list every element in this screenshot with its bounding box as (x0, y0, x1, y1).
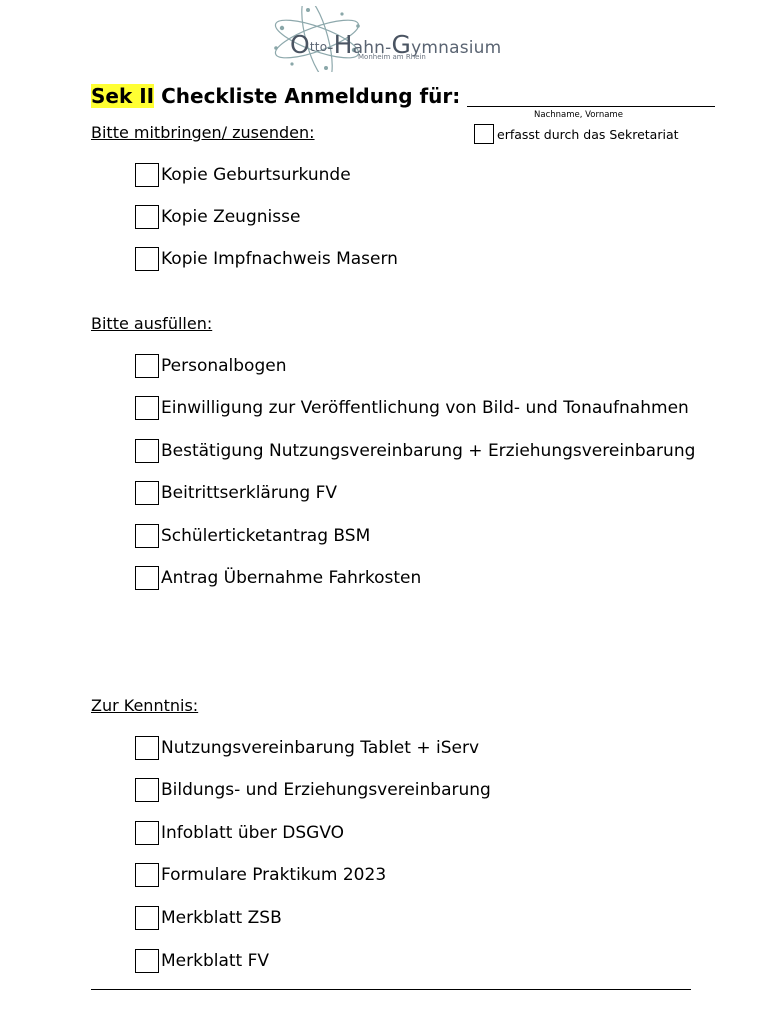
checklist-item-label: Bestätigung Nutzungsvereinbarung + Erziehungsvereinbarung (161, 441, 696, 461)
checklist-item-label: Merkblatt ZSB (161, 908, 282, 928)
secretariat-label: erfasst durch das Sekretariat (497, 126, 679, 142)
checklist-item[interactable] (135, 778, 491, 802)
checklist-item-label: Beitrittserklärung FV (161, 483, 337, 503)
checklist-item[interactable] (135, 949, 269, 973)
checklist-item[interactable] (135, 163, 351, 187)
section-heading-notice: Zur Kenntnis: (91, 696, 199, 715)
school-logo (262, 6, 502, 72)
secretariat-checkbox[interactable] (474, 124, 494, 144)
checklist-item[interactable] (135, 247, 398, 271)
checklist-item-label: Schülerticketantrag BSM (161, 526, 371, 546)
checklist-item[interactable] (135, 906, 282, 930)
bottom-divider (91, 989, 691, 990)
title-highlight: Sek II (91, 84, 155, 108)
checklist-item-label: Kopie Impfnachweis Masern (161, 249, 398, 269)
checklist-item[interactable] (135, 354, 286, 378)
checkbox[interactable] (135, 566, 159, 590)
checklist-item-label: Bildungs- und Erziehungsvereinbarung (161, 780, 491, 800)
checkbox[interactable] (135, 396, 159, 420)
checklist-item-label: Personalbogen (161, 356, 287, 376)
title-text: Checkliste Anmeldung für: (154, 84, 461, 108)
checklist-item[interactable] (135, 821, 344, 845)
checklist-item-label: Infoblatt über DSGVO (161, 823, 345, 843)
name-caption: Nachname, Vorname (534, 110, 623, 120)
school-location: Monheim am Rhein (358, 53, 426, 61)
checklist-item-label: Nutzungsvereinbarung Tablet + iServ (161, 738, 480, 758)
checklist-item[interactable] (135, 736, 479, 760)
checkbox[interactable] (135, 778, 159, 802)
checkbox[interactable] (135, 439, 159, 463)
checklist-item-label: Kopie Zeugnisse (161, 207, 301, 227)
checkbox[interactable] (135, 205, 159, 229)
secretariat-checkbox-row[interactable] (474, 124, 679, 144)
school-name: Otto-Hahn-Gymnasium (290, 30, 502, 59)
checklist-item-label: Merkblatt FV (161, 951, 270, 971)
checklist-item-label: Kopie Geburtsurkunde (161, 165, 351, 185)
checklist-item-label: Formulare Praktikum 2023 (161, 865, 387, 885)
section-heading-fill: Bitte ausfüllen: (91, 314, 213, 333)
checkbox[interactable] (135, 906, 159, 930)
checkbox[interactable] (135, 949, 159, 973)
checklist-item-label: Antrag Übernahme Fahrkosten (161, 568, 422, 588)
checkbox[interactable] (135, 354, 159, 378)
name-input-line[interactable] (467, 106, 715, 107)
page-title (91, 84, 460, 108)
checkbox[interactable] (135, 163, 159, 187)
checkbox[interactable] (135, 524, 159, 548)
checklist-item[interactable] (135, 439, 695, 463)
checklist-item[interactable] (135, 481, 337, 505)
checklist-item[interactable] (135, 524, 370, 548)
checklist-item[interactable] (135, 205, 300, 229)
checkbox[interactable] (135, 863, 159, 887)
checklist-item[interactable] (135, 396, 689, 420)
checkbox[interactable] (135, 247, 159, 271)
checkbox[interactable] (135, 821, 159, 845)
checklist-item[interactable] (135, 863, 386, 887)
checklist-item[interactable] (135, 566, 421, 590)
section-heading-bring: Bitte mitbringen/ zusenden: (91, 123, 315, 142)
checkbox[interactable] (135, 736, 159, 760)
checkbox[interactable] (135, 481, 159, 505)
checklist-item-label: Einwilligung zur Veröffentlichung von Bild- und Tonaufnahmen (161, 398, 689, 418)
